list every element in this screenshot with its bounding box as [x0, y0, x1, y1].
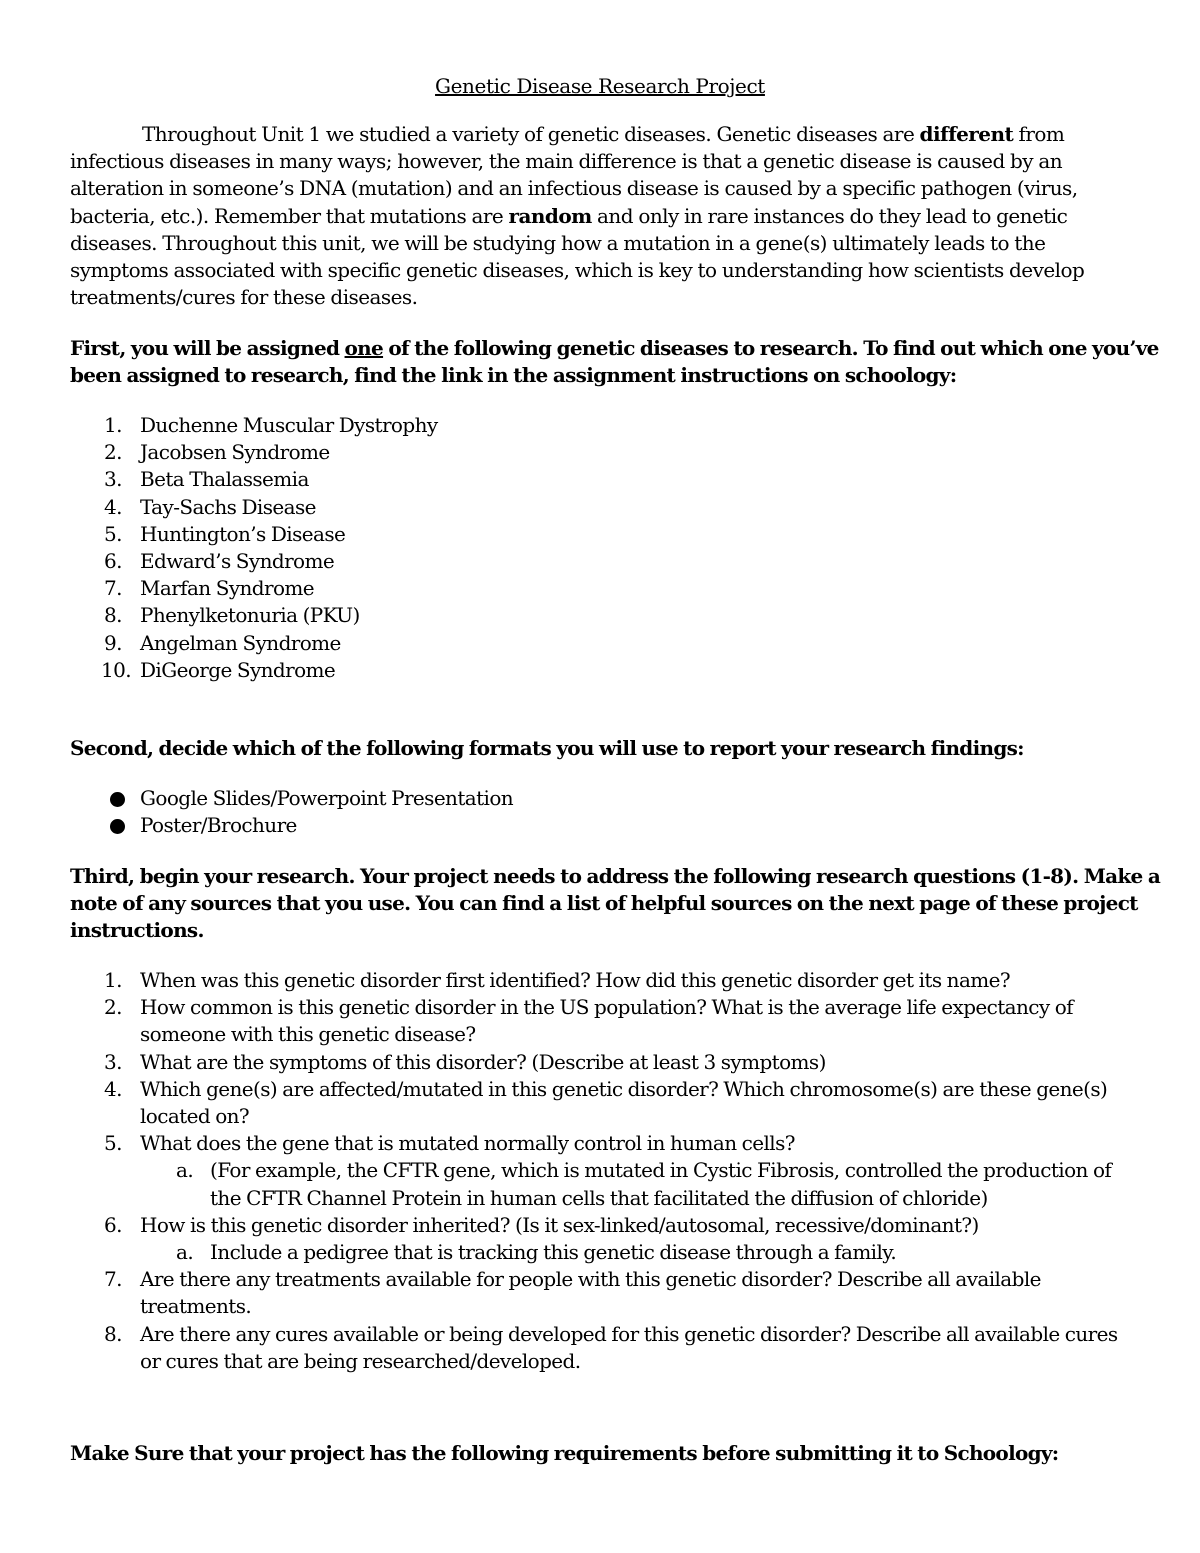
list-item: 3. Beta Thalassemia	[104, 467, 309, 492]
list-item: 9. Angelman Syndrome	[104, 630, 341, 655]
list-item: 4. Which gene(s) are affected/mutated in this genetic disorder? Which chromosome(s) are these gene(s) located on?	[104, 1076, 1108, 1129]
first-instructions: First, you will be assigned one of the following genetic diseases to research. To find out which one you’ve been assigned to research, find the link in the assignment instructions on schoology:	[70, 336, 1159, 388]
intro-line: infectious diseases in many ways; however, the main difference is that a genetic disease is caused by an	[70, 149, 1063, 174]
list-item: 6. Edward’s Syndrome	[104, 549, 335, 574]
third-instructions: Third, begin your research. Your project needs to address the following research questions (1-8). Make a note of any sources that you use. You can find a list of helpful sources on the next page of these project instructions.	[70, 864, 1161, 943]
list-item: 7. Marfan Syndrome	[104, 576, 315, 601]
list-item: 4. Tay-Sachs Disease	[104, 494, 316, 519]
list-item: 8. Are there any cures available or being developed for this genetic disorder? Describe all available cures or cures that are being researched/developed.	[104, 1321, 1118, 1373]
intro-line: bacteria, etc.). Remember that mutations are random and only in rare instances do they lead to genetic	[70, 203, 1068, 228]
list-item: 5. Huntington’s Disease	[104, 521, 346, 546]
list-item: Poster/Brochure	[70, 812, 1130, 839]
intro-line: alteration in someone’s DNA (mutation) and an infectious disease is caused by a specific pathogen (virus,	[70, 176, 1078, 201]
bullet-icon	[110, 792, 125, 807]
list-item-sub: a. Include a pedigree that is tracking this genetic disease through a family.	[176, 1240, 897, 1265]
list-item-sub: a. (For example, the CFTR gene, which is mutated in Cystic Fibrosis, controlled the production of the CFTR Channel Protein in human cells that facilitated the diffusion of chloride)	[176, 1158, 1112, 1210]
list-item: 2. Jacobsen Syndrome	[104, 440, 330, 465]
intro-line: symptoms associated with specific genetic diseases, which is key to understanding how scientists develop	[70, 258, 1085, 283]
second-instructions: Second, decide which of the following formats you will use to report your research findings:	[70, 736, 1024, 760]
list-item: 2. How common is this genetic disorder in the US population? What is the average life expectancy of someone with this genetic disease?	[104, 995, 1073, 1047]
list-item: 6. How is this genetic disorder inherited? (Is it sex-linked/autosomal, recessive/dominant?)	[104, 1212, 979, 1237]
list-item: 10. DiGeorge Syndrome	[101, 657, 336, 682]
requirements-heading: Make Sure that your project has the following requirements before submitting it to Schoology:	[70, 1441, 1059, 1465]
bullet-icon	[110, 819, 125, 834]
intro-line: diseases. Throughout this unit, we will be studying how a mutation in a gene(s) ultimately leads to the	[70, 230, 1046, 255]
intro-line: treatments/cures for these diseases.	[70, 285, 418, 310]
list-item: 8. Phenylketonuria (PKU)	[104, 603, 360, 628]
list-item: 1. When was this genetic disorder first identified? How did this genetic disorder get its name?	[104, 968, 1011, 992]
research-questions-list	[70, 967, 1130, 1375]
format-list	[70, 785, 1130, 839]
list-item: 7. Are there any treatments available for people with this genetic disorder? Describe all available treatments.	[104, 1267, 1041, 1319]
disease-list	[70, 412, 1130, 684]
emphasis-one: one	[344, 336, 384, 360]
list-item: 5. What does the gene that is mutated normally control in human cells?	[104, 1131, 795, 1156]
list-item: 1. Duchenne Muscular Dystrophy	[104, 413, 438, 437]
list-item: Google Slides/Powerpoint Presentation	[70, 785, 1130, 812]
intro-paragraph	[70, 121, 1120, 311]
intro-line: Throughout Unit 1 we studied a variety of genetic diseases. Genetic diseases are different from	[142, 122, 1065, 146]
list-item: 3. What are the symptoms of this disorder? (Describe at least 3 symptoms)	[104, 1049, 826, 1074]
page-title: Genetic Disease Research Project	[435, 74, 765, 98]
